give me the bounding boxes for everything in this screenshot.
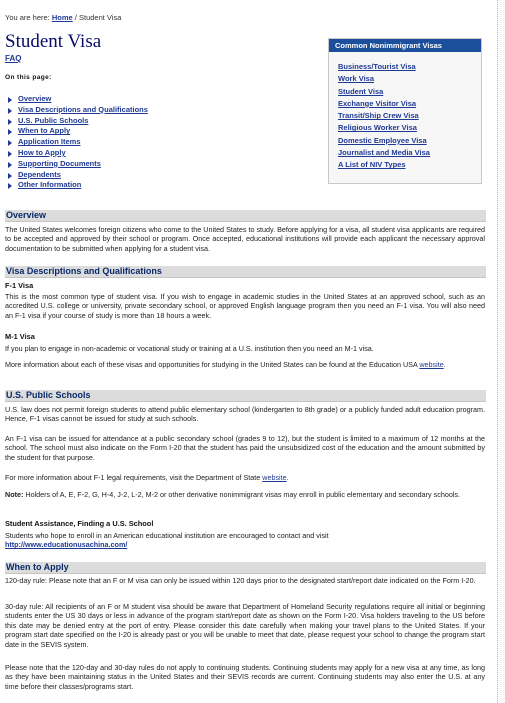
m1-visa-text: If you plan to engage in non-academic or vocational study or training at a U.S. institution then you need an M-1 visa. bbox=[5, 344, 374, 353]
education-usa-website-link[interactable]: website bbox=[419, 360, 444, 369]
toc-link-visa-descriptions[interactable]: Visa Descriptions and Qualifications bbox=[18, 104, 148, 114]
section-heading-overview: Overview bbox=[5, 210, 486, 222]
arrow-right-icon bbox=[8, 162, 12, 168]
common-niv-box bbox=[328, 38, 482, 184]
niv-link-list bbox=[338, 61, 481, 172]
niv-link-exchange-visitor[interactable]: Exchange Visitor Visa bbox=[338, 98, 417, 108]
continuing-students-text: Please note that the 120-day and 30-day rules do not apply to continuing students. Continuing students may apply for a new visa at any time, as long as they have been maintaining status in the United States and their SEVIS records are current. Continuing students may also enter the U.S. at any time before their classes/programs start. bbox=[5, 663, 485, 691]
niv-link-student[interactable]: Student Visa bbox=[338, 86, 384, 96]
public-schools-text-1: U.S. law does not permit foreign students to attend public elementary school (kindergarten to 8th grade) or a publicly funded adult education program. Hence, F-1 visas cannot be issued for study at such schools. bbox=[5, 405, 485, 424]
breadcrumb-separator: / bbox=[74, 13, 77, 22]
list-item bbox=[338, 61, 481, 73]
toc-link-dependents[interactable]: Dependents bbox=[18, 169, 61, 179]
student-assistance-title: Student Assistance, Finding a U.S. School bbox=[5, 519, 154, 528]
toc-item bbox=[8, 180, 148, 191]
toc-item bbox=[8, 94, 148, 105]
list-item bbox=[338, 159, 481, 171]
note-text bbox=[5, 490, 485, 499]
section-heading-public-schools: U.S. Public Schools bbox=[5, 390, 486, 402]
list-item bbox=[338, 98, 481, 110]
niv-link-domestic-employee[interactable]: Domestic Employee Visa bbox=[338, 135, 427, 145]
toc-item bbox=[8, 148, 148, 159]
overview-text: The United States welcomes foreign citizens who come to the United States to study. Before applying for a visa, all student visa applicants are required to be accepted and approved by their school or program. Once accepted, educational institutions will provide each applicant the necessary approval documentation to be submitted when applying for a student visa. bbox=[5, 225, 485, 253]
arrow-right-icon bbox=[8, 140, 12, 146]
toc-link-public-schools[interactable]: U.S. Public Schools bbox=[18, 115, 89, 125]
toc-item bbox=[8, 116, 148, 127]
arrow-right-icon bbox=[8, 108, 12, 114]
department-of-state-website-link[interactable]: website bbox=[262, 473, 287, 482]
breadcrumb-prefix: You are here: bbox=[5, 13, 50, 22]
arrow-right-icon bbox=[8, 183, 12, 189]
arrow-right-icon bbox=[8, 97, 12, 103]
niv-link-transit-ship-crew[interactable]: Transit/Ship Crew Visa bbox=[338, 111, 419, 121]
page-edge-divider bbox=[497, 0, 505, 703]
breadcrumb bbox=[5, 13, 121, 22]
legal-requirements-text-end: . bbox=[286, 473, 289, 482]
section-heading-visa-descriptions: Visa Descriptions and Qualifications bbox=[5, 266, 486, 278]
page-title: Student Visa bbox=[5, 31, 102, 52]
list-item bbox=[338, 86, 481, 98]
toc-link-how-to-apply[interactable]: How to Apply bbox=[18, 147, 66, 157]
education-usa-text bbox=[5, 360, 485, 369]
legal-requirements-text bbox=[5, 473, 485, 482]
education-usa-text-body: More information about each of these visas and opportunities for studying in the United States can be found at the Education USA bbox=[5, 360, 418, 369]
faq-link[interactable]: FAQ bbox=[5, 54, 22, 63]
list-item bbox=[338, 73, 481, 85]
common-niv-box-title: Common Nonimmigrant Visas bbox=[329, 39, 481, 52]
niv-link-list-of-types[interactable]: A List of NIV Types bbox=[338, 160, 406, 170]
toc-item bbox=[8, 126, 148, 137]
rule-30-day-text: 30-day rule: All recipients of an F or M student visa should be aware that Department of Homeland Security regulations require all initial or beginning students enter the US 30 days or less in advance of the program start/report date as shown on the Form I-20. Visa holders traveling to the US before this date may be denied entry at the port of entry. Please consider this date carefully when making your travel plans to the United States. If your program start date specified on the I-20 is already past or you will be unable to meet that date, please request your school to change the program start date in the SEVIS system. bbox=[5, 602, 485, 649]
student-assistance-body: Students who hope to enroll in an American educational institution are encouraged to contact and visit bbox=[5, 531, 329, 540]
toc-item bbox=[8, 105, 148, 116]
legal-requirements-text-body: For more information about F-1 legal requirements, visit the Department of State bbox=[5, 473, 261, 482]
toc-item bbox=[8, 137, 148, 148]
on-this-page-label: On this page: bbox=[5, 74, 52, 81]
list-item bbox=[338, 110, 481, 122]
list-item bbox=[338, 147, 481, 159]
section-heading-when-to-apply: When to Apply bbox=[5, 562, 486, 574]
arrow-right-icon bbox=[8, 119, 12, 125]
student-assistance-text bbox=[5, 531, 485, 550]
niv-link-journalist-media[interactable]: Journalist and Media Visa bbox=[338, 148, 430, 158]
niv-link-religious-worker[interactable]: Religious Worker Visa bbox=[338, 123, 417, 133]
educationusa-china-link[interactable]: http://www.educationusachina.com/ bbox=[5, 540, 128, 550]
toc-link-other-information[interactable]: Other Information bbox=[18, 180, 82, 190]
arrow-right-icon bbox=[8, 151, 12, 157]
toc-link-application-items[interactable]: Application Items bbox=[18, 137, 81, 147]
note-body: Holders of A, E, F-2, G, H-4, J-2, L-2, M-2 or other derivative nonimmigrant visas may enroll in public elementary and secondary schools. bbox=[25, 490, 461, 499]
arrow-right-icon bbox=[8, 129, 12, 135]
list-item bbox=[338, 135, 481, 147]
education-usa-text-end: . bbox=[443, 360, 446, 369]
toc-link-overview[interactable]: Overview bbox=[18, 94, 52, 103]
toc-item bbox=[8, 170, 148, 181]
m1-visa-title: M-1 Visa bbox=[5, 332, 35, 341]
toc-link-when-to-apply[interactable]: When to Apply bbox=[18, 126, 71, 136]
public-schools-text-2: An F-1 visa can be issued for attendance at a public secondary school (grades 9 to 12), but the student is limited to a maximum of 12 months at the school. The school must also indicate on the Form I-20 that the student has paid the unsubsidized cost of the education and the amount submitted by the student for that purpose. bbox=[5, 434, 485, 462]
toc-item bbox=[8, 159, 148, 170]
breadcrumb-current: Student Visa bbox=[78, 13, 122, 22]
list-item bbox=[338, 122, 481, 134]
on-page-nav bbox=[8, 94, 148, 191]
toc-link-supporting-documents[interactable]: Supporting Documents bbox=[18, 158, 101, 168]
note-label: Note: bbox=[5, 490, 24, 499]
f1-visa-title: F-1 Visa bbox=[5, 281, 34, 290]
niv-link-work[interactable]: Work Visa bbox=[338, 74, 374, 84]
arrow-right-icon bbox=[8, 173, 12, 179]
niv-link-business-tourist[interactable]: Business/Tourist Visa bbox=[338, 62, 416, 71]
f1-visa-text: This is the most common type of student visa. If you wish to engage in academic studies in the United States at an approved school, such as an accredited U.S. college or university, private secondary school, or approved English language program then you need an F-1 visa. You will also need an F-1 visa if your course of study is more than 18 hours a week. bbox=[5, 292, 485, 320]
rule-120-day-text: 120-day rule: Please note that an F or M visa can only be issued within 120 days prior to the designated start/report date indicated on the Form I-20. bbox=[5, 576, 476, 585]
breadcrumb-home-link[interactable]: Home bbox=[51, 13, 73, 22]
